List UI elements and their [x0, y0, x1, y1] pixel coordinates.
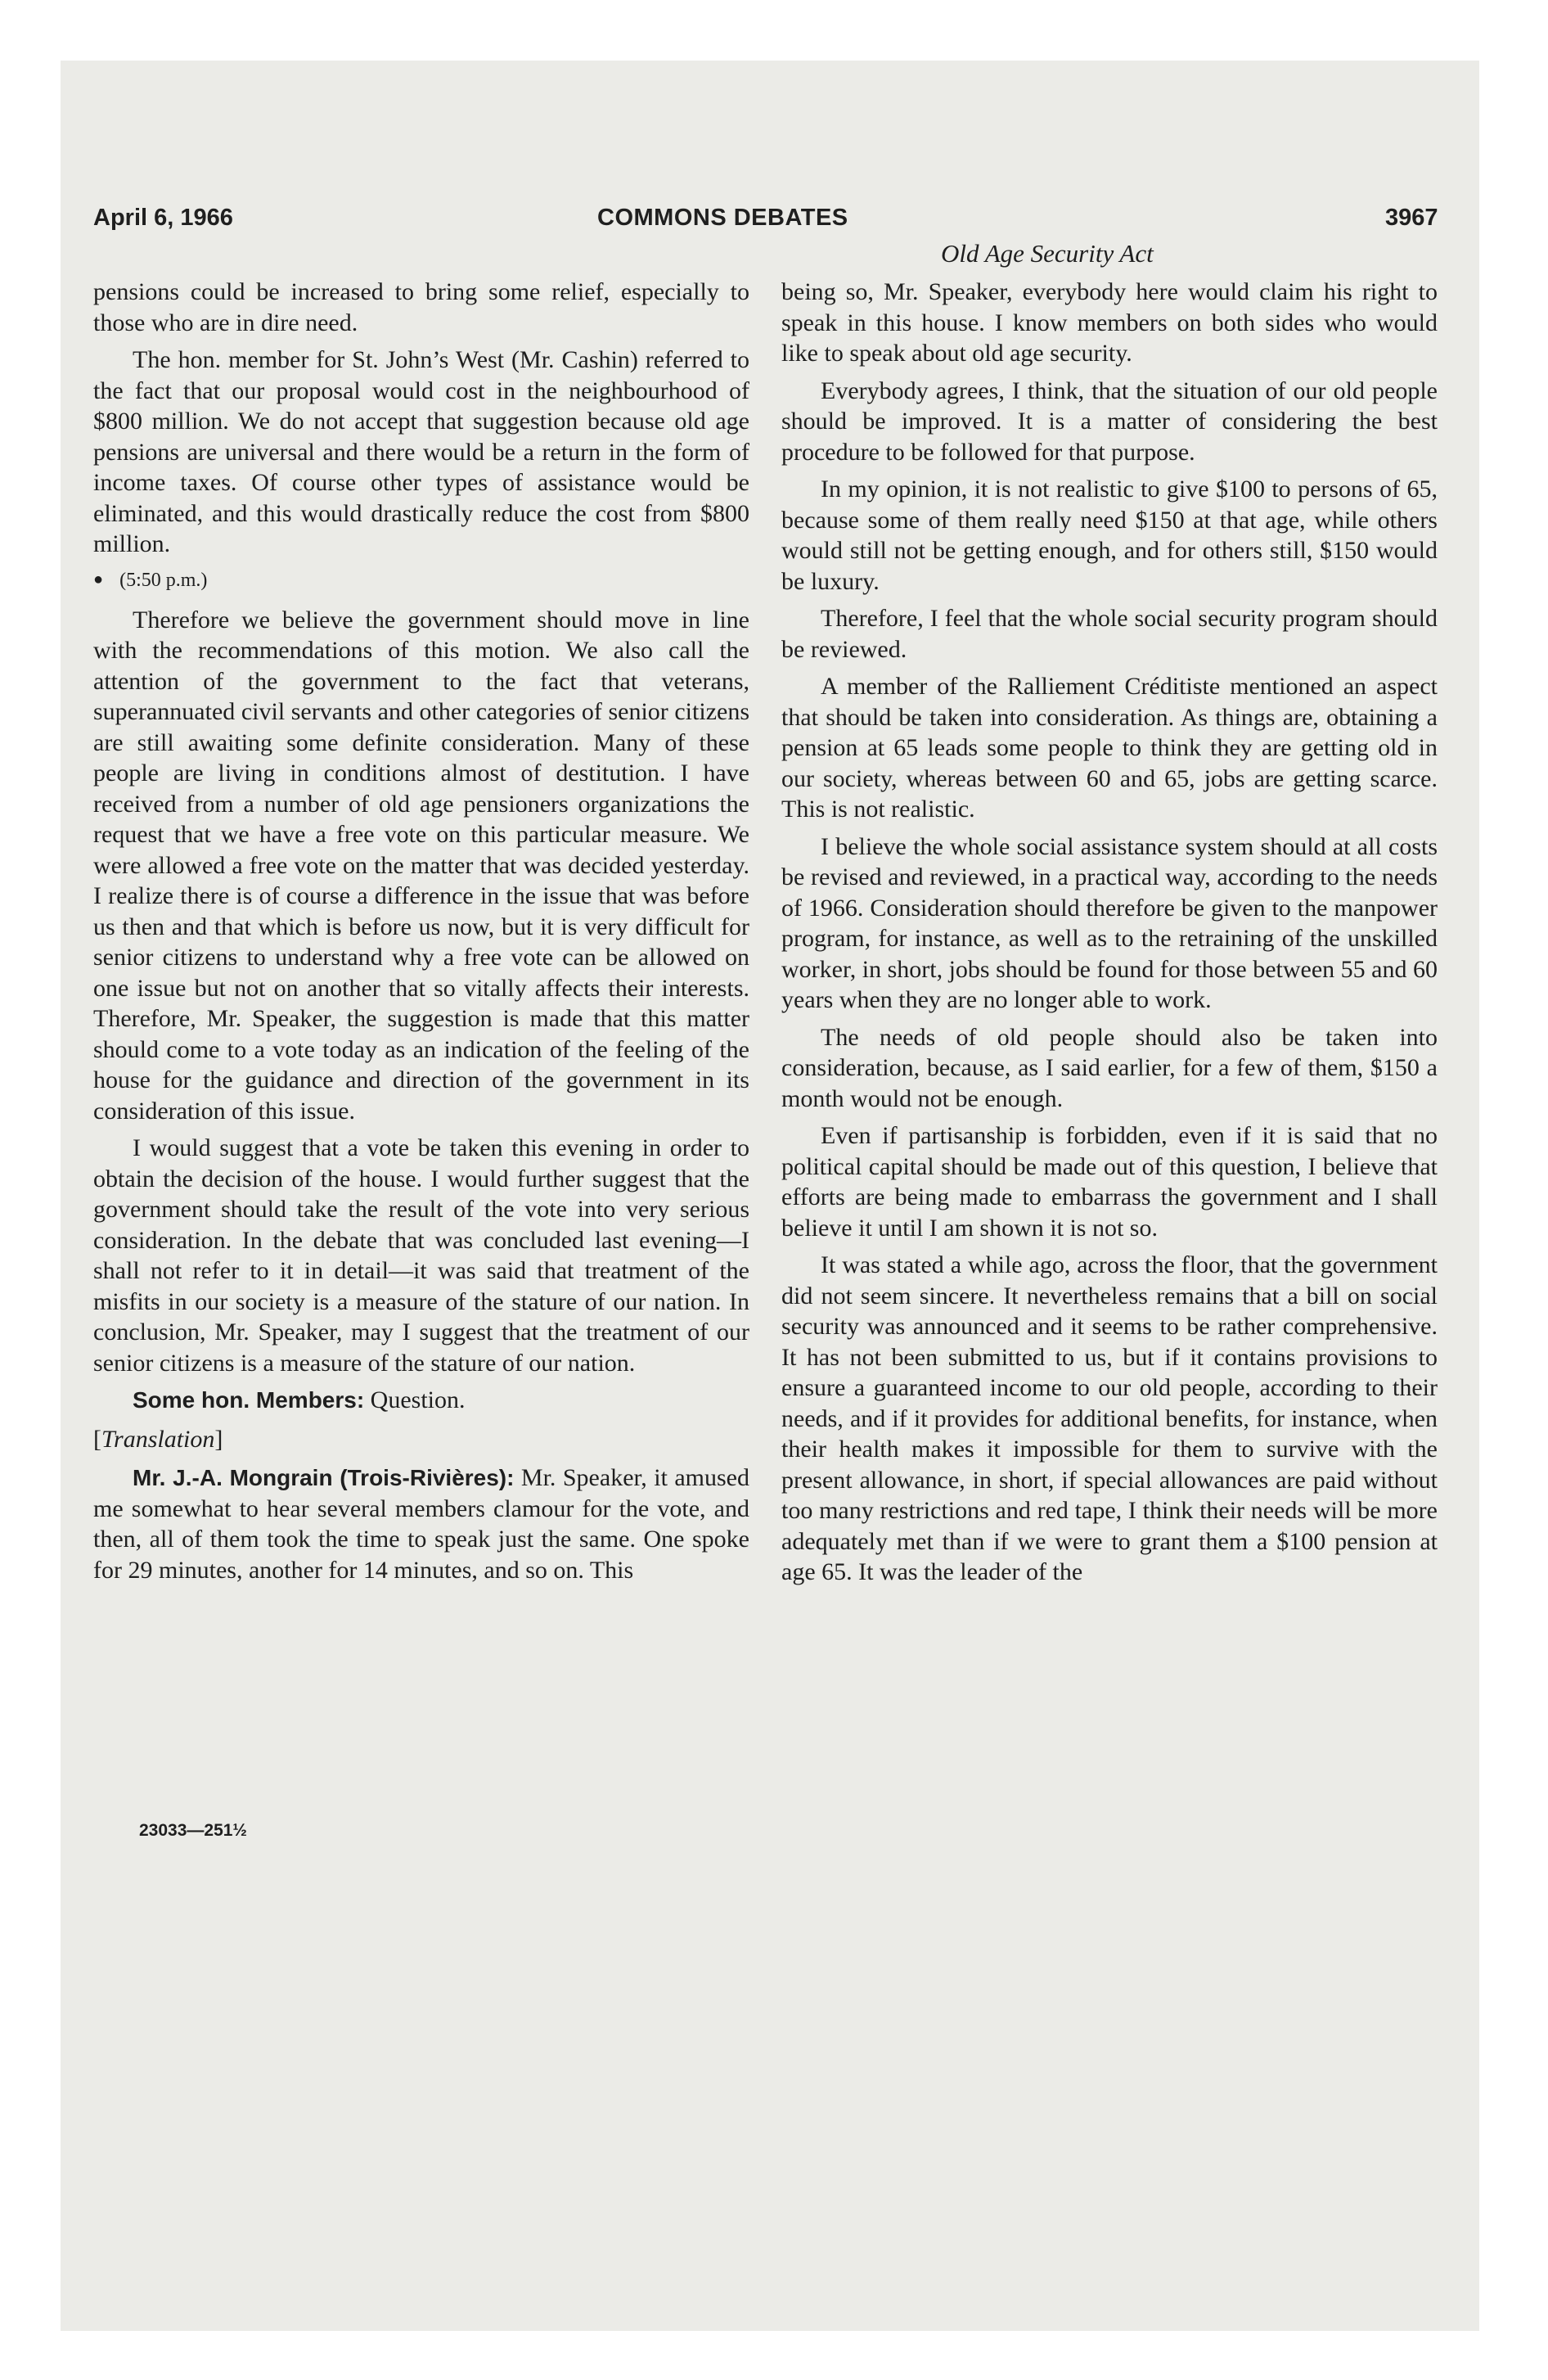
- header-title: COMMONS DEBATES: [597, 205, 848, 231]
- running-subtitle: Old Age Security Act: [941, 239, 1154, 268]
- speaker-paragraph: [93, 1463, 749, 1585]
- paragraph: Therefore, I feel that the whole social security program should be reviewed.: [781, 605, 1438, 663]
- translation-label-text: Translation: [101, 1425, 215, 1453]
- paragraph: The needs of old people should also be taken into consideration, because, as I said earlier, for a few of them, $150 a month would not be enough.: [781, 1023, 1438, 1112]
- left-column: [93, 277, 749, 1592]
- time-marker-text: (5:50 p.m.): [119, 569, 208, 591]
- paragraph: I believe the whole social assistance system should at all costs be revised and reviewed, in a practical way, according to the needs of 1966. Consideration should therefore be given to the manpower program, for instance, as well as to the retraining of the unskilled worker, in short, jobs should be found for those between 55 and 60 years when they are no longer able to work.: [781, 832, 1438, 1013]
- paragraph: In my opinion, it is not realistic to give $100 to persons of 65, because some of them really need $150 at that age, while others would still not be getting enough, and for others still, $150 would be luxury.: [781, 476, 1438, 595]
- paragraph: It was stated a while ago, across the floor, that the government did not seem sincere. It nevertheless remains that a bill on social security was announced and it seems to be rather comprehensive. It has not been submitted to us, but if it contains provisions to ensure a guaranteed income to our old people, according to their needs, and if it provides for additional benefits, for instance, when their health makes it impossible for them to survive with the present allowance, in short, if special allowances are paid without too many restrictions and red tape, I think their needs will be more adequately met than if we were to grant them a $100 pension at age 65. It was the leader of the: [781, 1251, 1438, 1585]
- header-date: April 6, 1966: [93, 205, 233, 231]
- paragraph: being so, Mr. Speaker, everybody here would claim his right to speak in this house. I know members on both sides who would like to speak about old age security.: [781, 278, 1438, 367]
- paragraph: Even if partisanship is forbidden, even if it is said that no political capital should be made out of this question, I believe that efforts are being made to embarrass the government and I shall believe it until I am shown it is not so.: [781, 1122, 1438, 1242]
- paragraph: The hon. member for St. John’s West (Mr. Cashin) referred to the fact that our proposal would cost in the neighbourhood of $800 million. We do not accept that suggestion because old age pensions are universal and there would be a return in the form of income taxes. Of course other types of assistance would be eliminated, and this would drastically reduce the cost from $800 million.: [93, 346, 749, 557]
- right-column: [781, 277, 1438, 1594]
- paragraph: I would suggest that a vote be taken this evening in order to obtain the decision of the house. I would further suggest that the government should take the result of the vote into very serious consideration. In the debate that was concluded last evening—I shall not refer to it in detail—it was said that treatment of the misfits in our society is a measure of the stature of our nation. In conclusion, Mr. Speaker, may I suggest that the treatment of our senior citizens is a measure of the stature of our nation.: [93, 1134, 749, 1377]
- interjection-text: Question.: [370, 1386, 466, 1413]
- page-number: 3967: [1385, 205, 1438, 231]
- paragraph: A member of the Ralliement Créditiste mentioned an aspect that should be taken into consideration. As things are, obtaining a pension at 65 leads some people to think they are getting old in our society, whereas between 60 and 65, jobs are getting scarce. This is not realistic.: [781, 673, 1438, 823]
- footer-code: 23033—251½: [139, 1821, 247, 1840]
- time-marker: [93, 566, 749, 595]
- interjection: [93, 1385, 749, 1416]
- paragraph: Therefore we believe the government should move in line with the recommendations of this motion. We also call the attention of the government to the fact that veterans, superannuated civil servants and other categories of senior citizens are still awaiting some definite consideration. Many of these people are living in conditions almost of destitution. I have received from a number of old age pensioners organizations the request that we have a free vote on this particular measure. We were allowed a free vote on the matter that was decided yesterday. I realize there is of course a difference in the issue that was before us then and that which is before us now, but it is very difficult for senior citizens to understand why a free vote can be allowed on one issue but not on another that so vitally affects their interests. Therefore, Mr. Speaker, the suggestion is made that this matter should come to a vote today as an indication of the feeling of the house for the guidance and direction of the government in its consideration of this issue.: [93, 606, 749, 1125]
- speaker-text: Mr. Speaker, it amused me somewhat to hear several members clamour for the vote, and then, all of them took the time to speak just the same. One spoke for 29 minutes, another for 14 minutes, and so on. This: [93, 1464, 749, 1584]
- paragraph: Everybody agrees, I think, that the situation of our old people should be improved. It is a matter of considering the best procedure to be followed for that purpose.: [781, 376, 1438, 466]
- interjection-speaker: Some hon. Members:: [133, 1387, 365, 1413]
- bullet-icon: ●: [93, 570, 104, 588]
- speaker-name: Mr. J.-A. Mongrain (Trois-Rivières):: [133, 1465, 515, 1490]
- translation-label: [Translation]: [93, 1425, 223, 1453]
- paragraph: pensions could be increased to bring some relief, especially to those who are in dire need.: [93, 278, 749, 336]
